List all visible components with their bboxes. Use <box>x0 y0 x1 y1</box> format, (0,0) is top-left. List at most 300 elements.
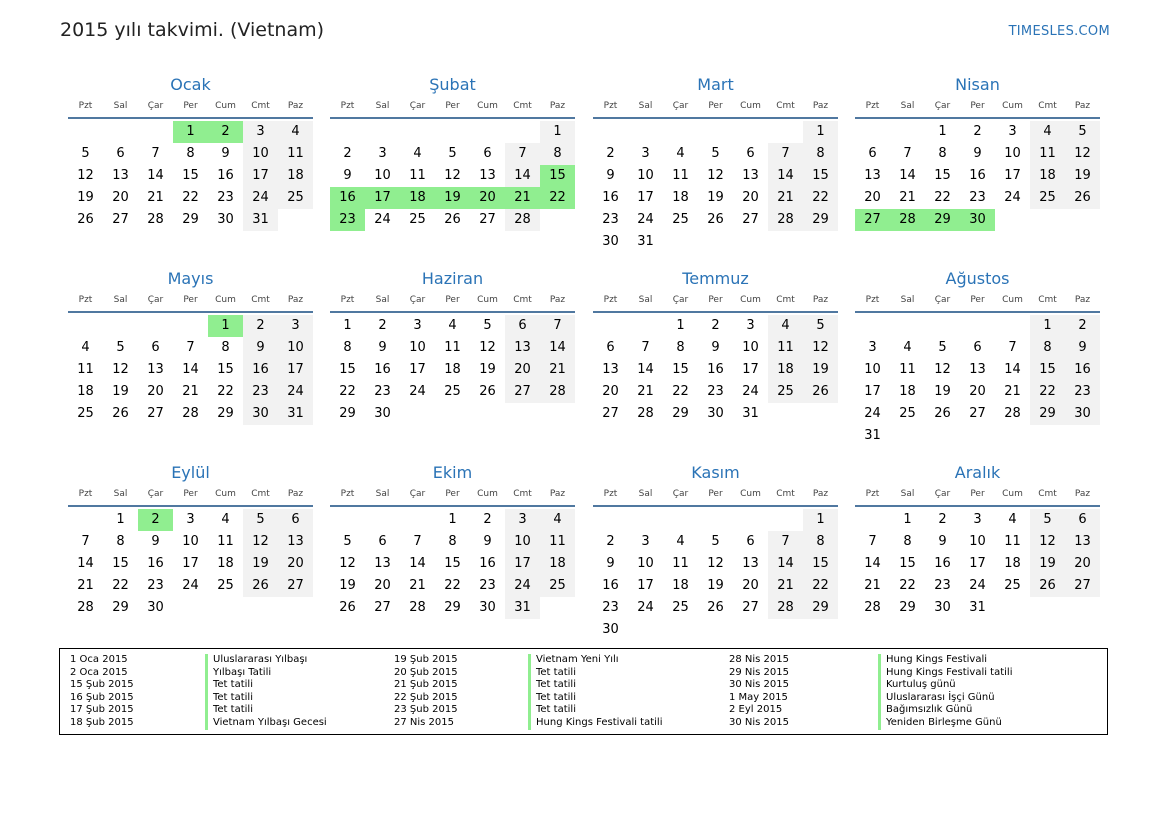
week-row <box>593 403 838 425</box>
weekday-label: Sal <box>638 101 653 111</box>
empty-cell <box>663 619 698 641</box>
weekday-header <box>593 290 838 310</box>
day-cell: 10 <box>864 362 881 377</box>
weekend-day: 5 <box>243 509 278 531</box>
day-cell: 7 <box>81 534 90 549</box>
weekend-day: 31 <box>278 403 313 425</box>
empty-cell <box>995 315 1030 337</box>
day-cell: 7 <box>186 340 195 355</box>
day-cell: 28 <box>1004 406 1021 421</box>
weekday-label: Paz <box>812 101 829 111</box>
weekend-day: 28 <box>768 597 803 619</box>
weekday-label: Paz <box>1074 101 1091 111</box>
day-cell: 5 <box>711 146 720 161</box>
legend-date: 17 Şub 2015 <box>70 704 134 716</box>
month-10 <box>593 462 838 641</box>
week-row <box>855 165 1100 187</box>
day-cell: 5 <box>938 340 947 355</box>
week-row <box>68 121 313 143</box>
day-cell: 22 <box>182 190 199 205</box>
week-row <box>330 315 575 337</box>
legend-holiday-name: Vietnam Yılbaşı Gecesi <box>205 717 327 730</box>
week-row <box>593 553 838 575</box>
legend-holiday-name: Vietnam Yeni Yılı <box>528 654 662 667</box>
weekday-label: Per <box>183 101 198 111</box>
week-row <box>330 143 575 165</box>
day-cell: 27 <box>742 212 759 227</box>
day-cell: 4 <box>221 512 230 527</box>
day-cell: 27 <box>969 406 986 421</box>
day-cell: 12 <box>112 362 129 377</box>
day-cell: 3 <box>868 340 877 355</box>
weekend-day: 13 <box>278 531 313 553</box>
day-cell: 14 <box>182 362 199 377</box>
weekend-day: 11 <box>278 143 313 165</box>
day-cell: 3 <box>746 318 755 333</box>
month-title: Aralık <box>954 463 1001 482</box>
day-cell: 25 <box>899 406 916 421</box>
weekday-label: Per <box>708 101 723 111</box>
day-cell: 4 <box>903 340 912 355</box>
empty-cell <box>855 315 890 337</box>
empty-cell <box>593 315 628 337</box>
day-cell: 31 <box>969 600 986 615</box>
weekday-label: Cmt <box>513 295 532 305</box>
empty-cell <box>698 509 733 531</box>
weekday-label: Çar <box>934 101 951 111</box>
month-0 <box>68 74 313 231</box>
weekend-day: 5 <box>803 315 838 337</box>
day-cell: 25 <box>1004 578 1021 593</box>
empty-cell <box>435 403 470 425</box>
header-rule <box>855 505 1100 507</box>
day-cell: 16 <box>934 556 951 571</box>
empty-cell <box>1065 209 1100 231</box>
day-cell: 24 <box>374 212 391 227</box>
day-cell: 17 <box>969 556 986 571</box>
weekend-day: 8 <box>803 531 838 553</box>
day-cell: 2 <box>711 318 720 333</box>
day-cell: 21 <box>77 578 94 593</box>
weekday-header <box>330 290 575 310</box>
empty-cell <box>1030 425 1065 447</box>
weekend-day: 20 <box>278 553 313 575</box>
day-cell: 18 <box>217 556 234 571</box>
day-cell: 18 <box>77 384 94 399</box>
day-cell: 22 <box>217 384 234 399</box>
day-cell: 6 <box>483 146 492 161</box>
weekday-label: Cum <box>215 295 236 305</box>
day-cell: 21 <box>864 578 881 593</box>
weekday-label: Per <box>445 101 460 111</box>
weekday-header <box>68 290 313 310</box>
day-cell: 10 <box>374 168 391 183</box>
week-row <box>68 209 313 231</box>
day-cell: 24 <box>969 578 986 593</box>
week-row <box>593 381 838 403</box>
day-cell: 8 <box>676 340 685 355</box>
holiday-day: 16 <box>330 187 365 209</box>
legend-holiday-name: Tet tatili <box>528 667 662 680</box>
weekday-label: Sal <box>375 295 390 305</box>
weekend-day: 14 <box>768 553 803 575</box>
weekday-label: Paz <box>549 295 566 305</box>
weekday-header <box>855 290 1100 310</box>
weekend-day: 1 <box>540 121 575 143</box>
weekend-day: 16 <box>243 359 278 381</box>
day-cell: 24 <box>182 578 199 593</box>
weekday-label: Sal <box>113 101 128 111</box>
day-cell: 26 <box>707 600 724 615</box>
day-cell: 29 <box>899 600 916 615</box>
day-cell: 23 <box>969 190 986 205</box>
weekday-label: Pzt <box>603 101 618 111</box>
legend-date: 28 Nis 2015 <box>729 654 789 665</box>
legend-holiday-name: Tet tatili <box>528 692 662 705</box>
empty-cell <box>733 509 768 531</box>
weekday-label: Cmt <box>513 489 532 499</box>
month-5 <box>330 268 575 425</box>
week-row <box>593 187 838 209</box>
day-cell: 3 <box>186 512 195 527</box>
week-row <box>68 575 313 597</box>
day-cell: 10 <box>1004 146 1021 161</box>
day-cell: 12 <box>707 556 724 571</box>
day-cell: 3 <box>413 318 422 333</box>
day-cell: 25 <box>409 212 426 227</box>
weekday-label: Pzt <box>78 295 93 305</box>
day-cell: 1 <box>448 512 457 527</box>
day-cell: 9 <box>483 534 492 549</box>
legend-date: 19 Şub 2015 <box>394 654 458 665</box>
weekend-day: 16 <box>1065 359 1100 381</box>
day-cell: 13 <box>479 168 496 183</box>
weekend-day: 7 <box>768 531 803 553</box>
day-cell: 9 <box>938 534 947 549</box>
weekday-label: Cmt <box>251 101 270 111</box>
holiday-day: 17 <box>365 187 400 209</box>
legend-date: 2 Eyl 2015 <box>729 704 783 716</box>
day-cell: 26 <box>934 406 951 421</box>
week-row <box>330 403 575 425</box>
weekend-day: 14 <box>540 337 575 359</box>
day-cell: 22 <box>112 578 129 593</box>
week-row <box>593 597 838 619</box>
day-cell: 9 <box>221 146 230 161</box>
day-cell: 13 <box>969 362 986 377</box>
week-row <box>855 359 1100 381</box>
day-cell: 30 <box>374 406 391 421</box>
legend-date: 21 Şub 2015 <box>394 679 458 691</box>
week-row <box>855 337 1100 359</box>
week-row <box>68 531 313 553</box>
weekend-day: 17 <box>278 359 313 381</box>
day-cell: 19 <box>77 190 94 205</box>
week-row <box>593 121 838 143</box>
day-cell: 8 <box>116 534 125 549</box>
weekday-label: Cum <box>1002 489 1023 499</box>
weekend-day: 10 <box>243 143 278 165</box>
weekend-day: 20 <box>1065 553 1100 575</box>
week-row <box>330 337 575 359</box>
week-row <box>593 575 838 597</box>
weekend-day: 21 <box>768 575 803 597</box>
day-cell: 27 <box>374 600 391 615</box>
day-cell: 2 <box>973 124 982 139</box>
day-cell: 20 <box>742 190 759 205</box>
weekend-day: 14 <box>768 165 803 187</box>
weekend-day: 5 <box>1030 509 1065 531</box>
day-cell: 22 <box>934 190 951 205</box>
weekday-label: Pzt <box>603 295 618 305</box>
day-cell: 20 <box>742 578 759 593</box>
weekday-label: Per <box>183 489 198 499</box>
day-cell: 23 <box>147 578 164 593</box>
header-rule <box>330 505 575 507</box>
day-cell: 28 <box>147 212 164 227</box>
day-cell: 23 <box>707 384 724 399</box>
legend-holiday-name: Hung Kings Festivali tatili <box>878 667 1012 680</box>
day-cell: 26 <box>112 406 129 421</box>
legend-holiday-name: Bağımsızlık Günü <box>878 704 1012 717</box>
week-row <box>330 187 575 209</box>
day-cell: 13 <box>864 168 881 183</box>
day-cell: 7 <box>903 146 912 161</box>
header-rule <box>68 505 313 507</box>
day-cell: 16 <box>217 168 234 183</box>
day-cell: 29 <box>112 600 129 615</box>
day-cell: 27 <box>112 212 129 227</box>
day-cell: 31 <box>637 234 654 249</box>
month-title: Mart <box>697 75 734 94</box>
day-cell: 14 <box>864 556 881 571</box>
day-cell: 2 <box>378 318 387 333</box>
day-cell: 1 <box>938 124 947 139</box>
day-cell: 31 <box>864 428 881 443</box>
empty-cell <box>138 315 173 337</box>
empty-cell <box>68 315 103 337</box>
empty-cell <box>733 231 768 253</box>
weekend-day: 23 <box>243 381 278 403</box>
weekday-label: Cmt <box>776 489 795 499</box>
day-cell: 27 <box>479 212 496 227</box>
legend-date: 2 Oca 2015 <box>70 666 128 678</box>
legend-names-col-3 <box>878 654 1012 730</box>
empty-cell <box>733 121 768 143</box>
week-row <box>855 403 1100 425</box>
day-cell: 22 <box>899 578 916 593</box>
weekend-day: 17 <box>505 553 540 575</box>
month-1 <box>330 74 575 231</box>
day-cell: 1 <box>676 318 685 333</box>
day-cell: 17 <box>637 190 654 205</box>
day-cell: 17 <box>409 362 426 377</box>
legend-date: 20 Şub 2015 <box>394 666 458 678</box>
empty-cell <box>400 509 435 531</box>
weekend-day: 12 <box>1065 143 1100 165</box>
day-cell: 13 <box>112 168 129 183</box>
day-cell: 13 <box>147 362 164 377</box>
week-row <box>855 315 1100 337</box>
weekday-label: Sal <box>638 489 653 499</box>
day-cell: 8 <box>448 534 457 549</box>
week-row <box>68 403 313 425</box>
week-row <box>855 187 1100 209</box>
weekend-day: 30 <box>243 403 278 425</box>
empty-cell <box>995 597 1030 619</box>
weekday-label: Per <box>183 295 198 305</box>
day-cell: 11 <box>1004 534 1021 549</box>
day-cell: 21 <box>1004 384 1021 399</box>
empty-cell <box>960 425 995 447</box>
day-cell: 5 <box>81 146 90 161</box>
empty-cell <box>1065 597 1100 619</box>
weekend-day: 19 <box>243 553 278 575</box>
day-cell: 17 <box>742 362 759 377</box>
day-cell: 21 <box>899 190 916 205</box>
month-6 <box>593 268 838 425</box>
weekend-day: 4 <box>1030 121 1065 143</box>
weekday-label: Cmt <box>776 295 795 305</box>
weekend-day: 7 <box>768 143 803 165</box>
empty-cell <box>138 121 173 143</box>
month-8 <box>68 462 313 619</box>
holiday-day: 29 <box>925 209 960 231</box>
holiday-day: 22 <box>540 187 575 209</box>
week-row <box>68 165 313 187</box>
weekend-day: 15 <box>1030 359 1065 381</box>
weekday-label: Çar <box>672 295 689 305</box>
empty-cell <box>803 403 838 425</box>
day-cell: 13 <box>374 556 391 571</box>
day-cell: 18 <box>444 362 461 377</box>
empty-cell <box>103 315 138 337</box>
weekend-day: 8 <box>540 143 575 165</box>
day-cell: 20 <box>112 190 129 205</box>
weekend-day: 26 <box>803 381 838 403</box>
day-cell: 25 <box>217 578 234 593</box>
day-cell: 19 <box>707 190 724 205</box>
legend-date: 18 Şub 2015 <box>70 716 134 728</box>
weekend-day: 4 <box>540 509 575 531</box>
day-cell: 6 <box>868 146 877 161</box>
weekend-day: 24 <box>243 187 278 209</box>
weekend-day: 1 <box>1030 315 1065 337</box>
weekday-label: Sal <box>375 101 390 111</box>
day-cell: 4 <box>1008 512 1017 527</box>
week-row <box>68 337 313 359</box>
weekend-day: 19 <box>803 359 838 381</box>
week-row <box>330 597 575 619</box>
empty-cell <box>663 121 698 143</box>
legend-holiday-name: Tet tatili <box>528 704 662 717</box>
empty-cell <box>855 121 890 143</box>
day-cell: 21 <box>182 384 199 399</box>
weekday-label: Paz <box>287 489 304 499</box>
month-title: Mayıs <box>167 269 214 288</box>
weekend-day: 6 <box>505 315 540 337</box>
weekday-header <box>593 96 838 116</box>
day-cell: 2 <box>483 512 492 527</box>
day-cell: 30 <box>479 600 496 615</box>
weekday-label: Cum <box>740 101 761 111</box>
day-cell: 5 <box>483 318 492 333</box>
empty-cell <box>540 209 575 231</box>
weekday-label: Cmt <box>251 489 270 499</box>
empty-cell <box>505 403 540 425</box>
day-cell: 6 <box>746 534 755 549</box>
week-row <box>593 231 838 253</box>
header-rule <box>593 117 838 119</box>
day-cell: 23 <box>374 384 391 399</box>
week-row <box>855 381 1100 403</box>
weekend-day: 4 <box>768 315 803 337</box>
day-cell: 10 <box>637 556 654 571</box>
day-cell: 8 <box>903 534 912 549</box>
empty-cell <box>890 425 925 447</box>
week-row <box>593 509 838 531</box>
day-cell: 13 <box>602 362 619 377</box>
day-cell: 30 <box>147 600 164 615</box>
day-cell: 9 <box>606 556 615 571</box>
day-cell: 14 <box>409 556 426 571</box>
empty-cell <box>540 403 575 425</box>
legend-holiday-name: Yeniden Birleşme Günü <box>878 717 1012 730</box>
legend-names-col-2 <box>528 654 662 730</box>
week-row <box>855 121 1100 143</box>
day-cell: 4 <box>676 534 685 549</box>
day-cell: 25 <box>672 212 689 227</box>
header-rule <box>593 311 838 313</box>
empty-cell <box>890 121 925 143</box>
weekday-label: Cum <box>215 489 236 499</box>
weekend-day: 26 <box>243 575 278 597</box>
day-cell: 23 <box>934 578 951 593</box>
weekend-day: 9 <box>1065 337 1100 359</box>
holiday-day: 15 <box>540 165 575 187</box>
week-row <box>330 553 575 575</box>
day-cell: 4 <box>81 340 90 355</box>
week-row <box>68 143 313 165</box>
weekend-day: 25 <box>540 575 575 597</box>
holiday-day: 19 <box>435 187 470 209</box>
day-cell: 10 <box>969 534 986 549</box>
day-cell: 12 <box>934 362 951 377</box>
empty-cell <box>768 121 803 143</box>
holiday-day: 27 <box>855 209 890 231</box>
weekday-label: Pzt <box>865 295 880 305</box>
weekend-day: 25 <box>768 381 803 403</box>
empty-cell <box>663 231 698 253</box>
brand-link[interactable]: TIMESLES.COM <box>1008 24 1110 39</box>
day-cell: 17 <box>864 384 881 399</box>
holiday-day: 23 <box>330 209 365 231</box>
weekend-day: 22 <box>1030 381 1065 403</box>
weekday-label: Çar <box>934 295 951 305</box>
month-3 <box>855 74 1100 231</box>
day-cell: 26 <box>479 384 496 399</box>
weekend-day: 19 <box>1030 553 1065 575</box>
day-cell: 19 <box>112 384 129 399</box>
weekday-header <box>593 484 838 504</box>
day-cell: 21 <box>637 384 654 399</box>
weekday-label: Çar <box>409 295 426 305</box>
empty-cell <box>803 619 838 641</box>
day-cell: 29 <box>672 406 689 421</box>
legend-dates-col-3 <box>729 654 789 730</box>
day-cell: 3 <box>973 512 982 527</box>
week-row <box>68 315 313 337</box>
